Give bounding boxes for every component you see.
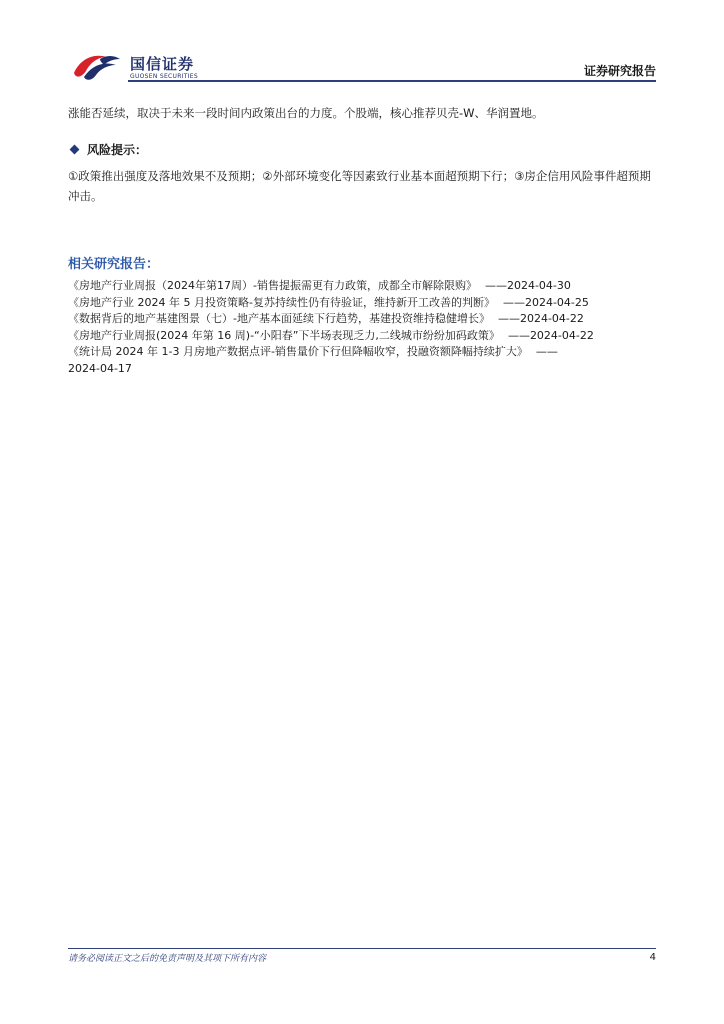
related-report-date: ——2024-04-22 — [507, 328, 594, 342]
guosen-logo — [70, 51, 210, 83]
related-report-item[interactable] — [68, 328, 658, 345]
diamond-bullet-icon — [70, 145, 80, 155]
footer-disclaimer: 请务必阅读正文之后的免责声明及其项下所有内容 — [68, 954, 267, 964]
related-report-title[interactable]: 《房地产行业周报（2024年第17周）-销售提振需更有力政策，成都全市解除限购》 — [68, 279, 477, 292]
risk-heading — [68, 141, 147, 158]
report-type-label: 证券研究报告 — [583, 64, 656, 78]
risk-paragraph: ①政策推出强度及落地效果不及预期；②外部环境变化等因素致行业基本面超预期下行；③房企信用风险事件超预期冲击。 — [68, 169, 651, 203]
conclusion-paragraph: 涨能否延续，取决于未来一段时间内政策出台的力度。个股端，核心推荐贝壳-W、华润置地。 — [68, 106, 544, 120]
related-report-date: 2024-04-17 — [68, 361, 132, 375]
related-report-date: —— — [535, 345, 558, 358]
related-report-date: ——2024-04-30 — [484, 279, 571, 292]
related-report-item[interactable] — [68, 344, 658, 361]
guosen-logo-mark-icon — [70, 51, 124, 83]
related-report-title[interactable]: 《数据背后的地产基建图景（七）-地产基本面延续下行趋势，基建投资维持稳健增长》 — [68, 312, 490, 325]
related-report-title[interactable]: 《房地产行业 2024 年 5 月投资策略-复苏持续性仍有待验证，维持新开工改善的判断》 — [68, 295, 495, 309]
footer-divider — [68, 948, 656, 949]
logo-chinese-name: 国信证券 — [130, 55, 195, 73]
related-report-item[interactable] — [68, 278, 658, 295]
related-report-title[interactable]: 《房地产行业周报(2024 年第 16 周)-“小阳春”下半场表现乏力,二线城市纷纷加码政策》 — [68, 328, 500, 342]
related-report-item-continuation — [68, 361, 658, 378]
related-reports-heading: 相关研究报告： — [68, 257, 160, 272]
related-report-date: ——2024-04-22 — [497, 312, 584, 325]
related-report-item[interactable] — [68, 311, 658, 328]
risk-heading-label: 风险提示： — [87, 143, 148, 157]
related-report-date: ——2024-04-25 — [502, 295, 589, 309]
page-number: 4 — [649, 952, 656, 963]
related-report-item[interactable] — [68, 295, 658, 312]
header-divider — [128, 80, 656, 82]
page-header — [68, 48, 656, 84]
logo-english-name: GUOSEN SECURITIES — [130, 73, 199, 80]
related-report-title[interactable]: 《统计局 2024 年 1-3 月房地产数据点评-销售量价下行但降幅收窄，投融资额降幅持续扩大》 — [68, 345, 528, 358]
related-reports-list — [68, 278, 658, 377]
